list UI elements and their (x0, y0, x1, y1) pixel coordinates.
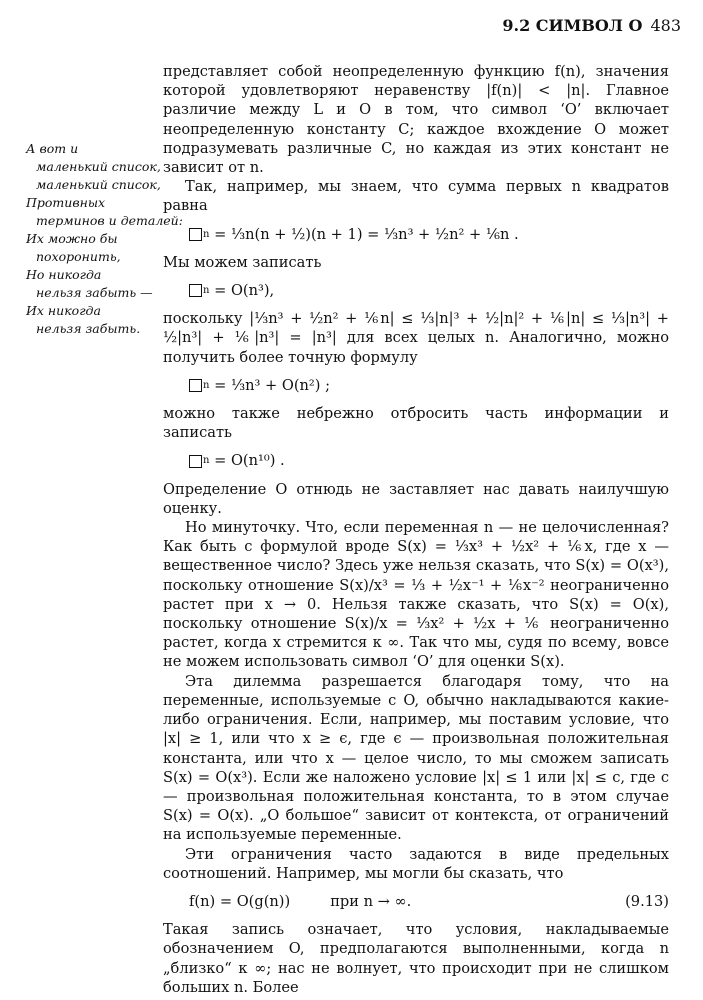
margin-note-line: похоронить, (36, 249, 121, 264)
equation-rhs: = O(n¹⁰) . (214, 452, 285, 470)
equation-precise (189, 376, 669, 395)
equation-big-o-n10 (189, 451, 669, 470)
paragraph: Определение O отнюдь не заставляет нас давать наилучшую оценку. (163, 480, 669, 517)
box-symbol-icon (189, 379, 202, 392)
margin-note-line: Противных (26, 195, 106, 210)
equation-number: (9.13) (625, 892, 669, 910)
main-text (163, 62, 669, 997)
equation-lhs: f(n) = O(g(n)) (189, 892, 291, 910)
paragraph: Но минуточку. Что, если переменная n — не целочисленная? Как быть с формулой вроде S(x) = ⅓x³ + ½x² + ⅙x, где x — вещественное число? Здесь уже нельзя сказать, что S(x) = O(x³), поскольку отношение S(x)/x³ = ⅓ + ½x⁻¹ + ⅙x⁻² неограниченно растет при x → 0. Нельзя также сказать, что S(x) = O(x), поскольку отношение S(x)/x = ⅓x² + ½x + ⅙ неограниченно растет, когда x стремится к ∞. Так что мы, судя по всему, вовсе не можем использовать символ ‘O’ для оценки S(x). (163, 519, 669, 671)
margin-note-line: нельзя забыть. (36, 321, 141, 336)
box-symbol-icon (189, 284, 202, 297)
equation-subscript: n (203, 285, 210, 297)
margin-note-line: маленький список, (36, 177, 161, 192)
equation-rhs: = ⅓n³ + O(n²) ; (214, 376, 331, 394)
equation-rhs: = O(n³), (214, 282, 275, 300)
paragraph: можно также небрежно отбросить часть информации и записать (163, 405, 669, 442)
box-symbol-icon (189, 228, 202, 241)
paragraph: Эти ограничения часто задаются в виде предельных соотношений. Например, мы могли бы сказать, что (163, 845, 669, 882)
margin-note-line: Их можно бы (26, 231, 118, 246)
page-header (502, 16, 681, 35)
equation-subscript: n (203, 379, 210, 391)
section-title: 9.2 СИМВОЛ O (502, 16, 643, 35)
paragraph: Такая запись означает, что условия, накладываемые обозначением O, предполагаются выполненными, когда n „близко“ к ∞; нас не волнует, что происходит при не слишком больших n. Более (163, 921, 669, 996)
page-number: 483 (650, 16, 681, 35)
box-symbol-icon (189, 455, 202, 468)
equation-condition: при n → ∞. (330, 892, 412, 910)
equation-rhs: = ⅓n(n + ½)(n + 1) = ⅓n³ + ½n² + ⅙n . (214, 225, 519, 243)
margin-note (26, 140, 183, 338)
equation-9-13 (189, 892, 669, 911)
paragraph: Мы можем записать (163, 253, 322, 271)
equation-subscript: n (203, 228, 210, 240)
paragraph: представляет собой неопределенную функцию f(n), значения которой удовлетворяют неравенству |f(n)| < |n|. Главное различие между L и O в том, что символ ‘O’ включает неопределенную константу C; каждое вхождение O может подразумевать различные C, но каждая из этих констант не зависит от n. (163, 63, 669, 177)
margin-note-line: терминов и деталей: (36, 213, 183, 228)
margin-note-line: нельзя забыть — (36, 285, 153, 300)
equation-sum-of-squares (189, 225, 669, 244)
paragraph: Эта дилемма разрешается благодаря тому, что на переменные, используемые с O, обычно накладываются какие-либо ограничения. Если, например, мы поставим условие, что |x| ≥ 1, или что x ≥ ϵ, где ϵ — произвольная положительная константа, или что x — целое число, то мы сможем записать S(x) = O(x³). Если же наложено условие |x| ≤ 1 или |x| ≤ c, где c — произвольная положительная константа, то в этом случае S(x) = O(x). „O большое“ зависит от контекста, от ограничений на используемые переменные. (163, 672, 669, 844)
margin-note-line: А вот и (26, 141, 79, 156)
equation-subscript: n (203, 455, 210, 467)
paragraph: Так, например, мы знаем, что сумма первых n квадратов равна (163, 178, 669, 215)
margin-note-line: Их никогда (26, 303, 101, 318)
equation-big-o-n3 (189, 281, 669, 300)
margin-note-line: маленький список, (36, 159, 161, 174)
paragraph: поскольку |⅓n³ + ½n² + ⅙n| ≤ ⅓|n|³ + ½|n|² + ⅙|n| ≤ ⅓|n³| + ½|n³| + ⅙|n³| = |n³| для всех целых n. Аналогично, можно получить более точную формулу (163, 310, 669, 366)
margin-note-line: Но никогда (26, 267, 102, 282)
